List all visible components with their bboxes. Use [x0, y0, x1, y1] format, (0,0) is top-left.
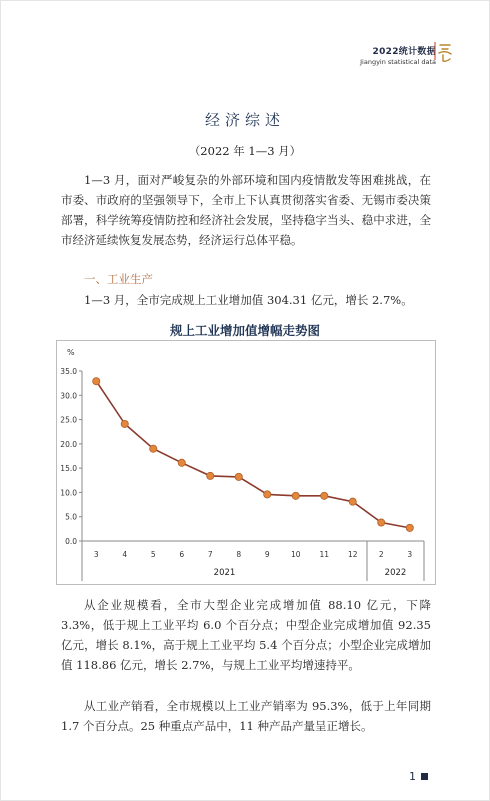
x-tick-label: 11 [319, 550, 330, 559]
x-tick-label: 8 [236, 550, 242, 559]
data-point [349, 498, 356, 505]
x-tick-label: 9 [264, 550, 270, 559]
y-axis-unit: % [67, 348, 75, 357]
brand-title: 2022统计数据 [372, 47, 436, 57]
y-tick-label: 35.0 [60, 367, 77, 376]
x-tick-label: 3 [93, 550, 99, 559]
y-tick-label: 30.0 [60, 391, 77, 401]
year-group-label: 2022 [384, 568, 407, 578]
y-tick-label: 10.0 [60, 488, 77, 498]
data-point [235, 473, 242, 480]
data-point [321, 492, 328, 499]
data-point [264, 491, 271, 498]
x-tick-label: 4 [122, 550, 128, 559]
page-title: 经济综述 [204, 111, 285, 129]
x-tick-label: 6 [179, 550, 185, 559]
y-tick-label: 0.0 [65, 537, 77, 546]
year-group-label: 2021 [213, 568, 236, 578]
data-point [292, 492, 299, 499]
data-point [178, 459, 185, 466]
intro-paragraph: 1—3 月，面对严峻复杂的外部环境和国内疫情散发等困难挑战，在市委、市政府的坚强领导下，全市上下认真贯彻落实省委、无锡市委决策部署，科学统筹疫情防控和经济社会发展，坚持稳字当头、稳中求进，全市经济延续恢复发展态势，经济运行总体平稳。 [61, 173, 431, 247]
x-tick-label: 12 [347, 550, 358, 559]
data-point [93, 378, 100, 385]
y-tick-label: 20.0 [60, 439, 77, 449]
x-tick-label: 3 [407, 550, 413, 559]
page-marker-icon [421, 773, 428, 780]
industry-paragraph: 1—3 月，全市完成规上工业增加值 304.31 亿元，增长 2.7%。 [84, 293, 413, 307]
x-tick-label: 2 [378, 550, 384, 559]
y-tick-label: 25.0 [60, 415, 77, 425]
x-tick-label: 10 [290, 550, 301, 559]
page-number [409, 770, 428, 783]
x-tick-label: 5 [150, 550, 156, 559]
y-tick-label: 5.0 [65, 512, 77, 522]
scale-paragraph: 从企业规模看，全市大型企业完成增加值 88.10 亿元，下降 3.3%，低于规上工业平均 6.0 个百分点；中型企业完成增加值 92.35 亿元，增长 8.1%，高于规上工业平均 5.4 个百分点；小型企业完成增加值 118.86 亿元，增长 2.7%，与规上工业平均增速持平。 [61, 598, 431, 672]
page-number-text: 1 [409, 770, 416, 783]
page-subtitle: （2022 年 1—3 月） [188, 144, 302, 158]
chart-frame [57, 341, 436, 585]
data-point [121, 420, 128, 427]
data-point [378, 519, 385, 526]
brand-seal-icon [434, 40, 456, 64]
y-tick-label: 15.0 [60, 464, 77, 474]
header-brand [360, 44, 436, 66]
line-chart [56, 340, 436, 585]
chart-title: 规上工业增加值增幅走势图 [169, 323, 320, 338]
data-point [207, 472, 214, 479]
section-heading: 一、工业生产 [84, 272, 153, 286]
sales-paragraph: 从工业产销看，全市规模以上工业产销率为 95.3%，低于上年同期 1.7 个百分点。25 种重点产品中，11 种产品产量呈正增长。 [61, 699, 431, 733]
brand-subtitle: Jiangyin statistical data [360, 58, 436, 66]
data-point [406, 524, 413, 531]
data-point [150, 445, 157, 452]
x-tick-label: 7 [207, 550, 213, 559]
